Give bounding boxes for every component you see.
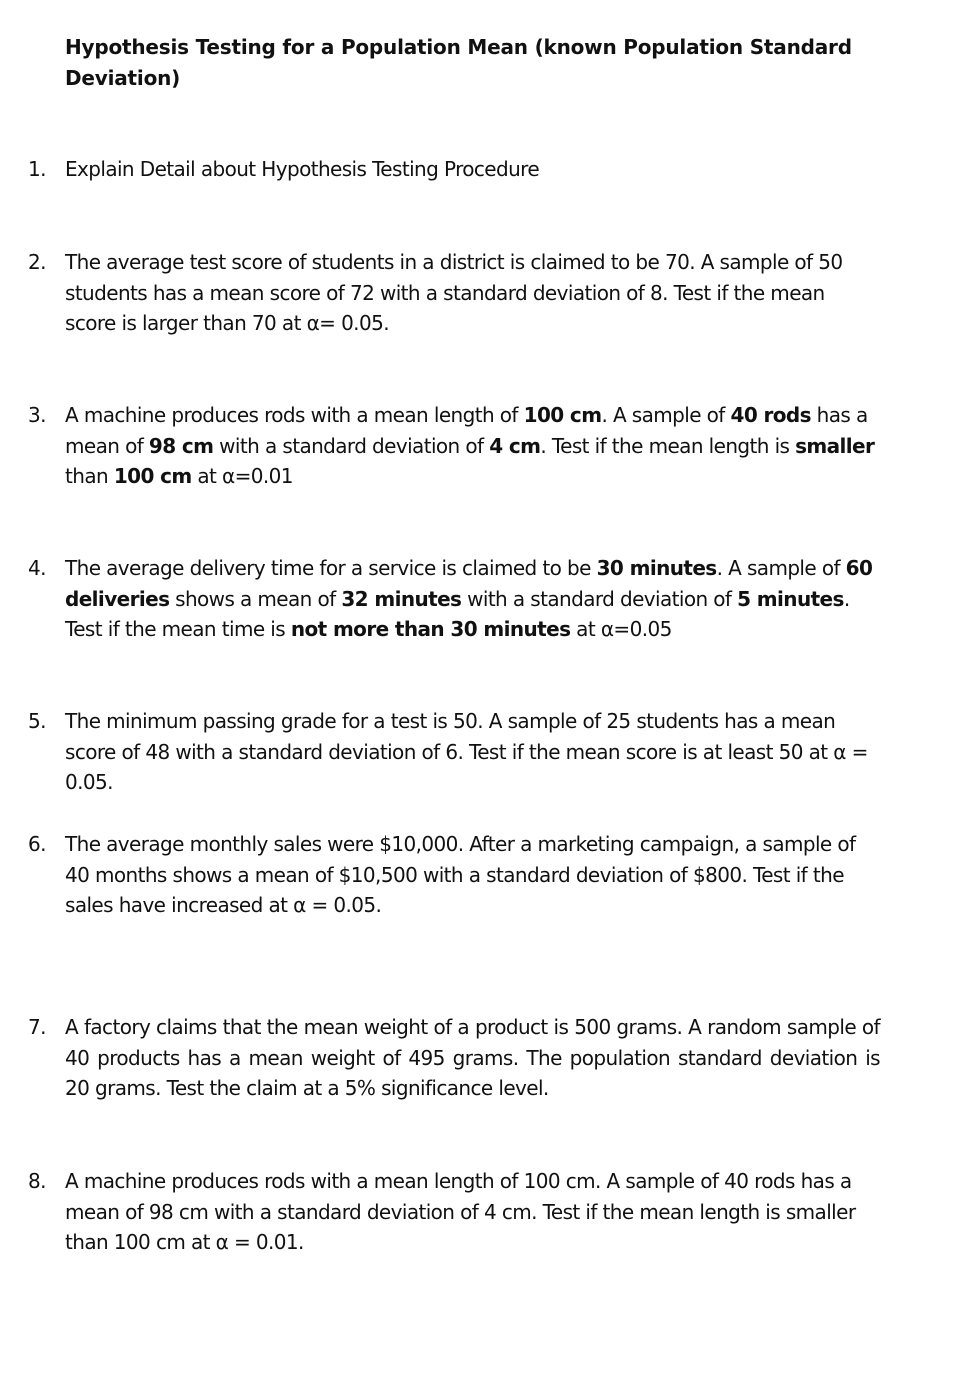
text-run: than xyxy=(65,464,114,488)
text-run: . A sample of xyxy=(716,556,846,580)
question-number: 8. xyxy=(28,1169,46,1193)
text-run: at α=0.05 xyxy=(570,617,672,641)
text-run: with a standard deviation of xyxy=(213,433,490,458)
question-number: 6. xyxy=(28,832,46,856)
question-text xyxy=(65,154,880,185)
question-text xyxy=(65,706,880,798)
text-run: with a standard deviation of xyxy=(461,586,738,611)
text-run: The average test score of students in a district is claimed to be 70. A sample of 50 students has a mean score of 72 with a standard deviation of 8. Test if the mean score is larger than 70 at α= 0.05. xyxy=(65,250,843,335)
question-text xyxy=(65,1166,880,1258)
question-number: 5. xyxy=(28,709,46,733)
text-run: The average delivery time for a service is claimed to be xyxy=(65,556,597,580)
text-run: . A sample of xyxy=(601,403,731,427)
question-number: 7. xyxy=(28,1015,46,1039)
text-run: The average monthly sales were $10,000. After a marketing campaign, a sample of 40 months shows a mean of $10,500 with a standard deviation of $800. Test if the sales have increased at α = 0.05. xyxy=(65,832,856,917)
bold-text-run: 32 minutes xyxy=(341,586,462,611)
bold-text-run: 40 rods xyxy=(730,403,811,427)
text-run: A machine produces rods with a mean length of xyxy=(65,403,524,427)
question-number: 1. xyxy=(28,157,46,181)
bold-text-run: 60 deliveries xyxy=(65,556,873,611)
question-text xyxy=(65,1012,880,1104)
question-text xyxy=(65,553,880,645)
question-text xyxy=(65,247,880,339)
question-number: 2. xyxy=(28,250,46,274)
bold-text-run: 100 cm xyxy=(523,403,602,427)
text-run: at α=0.01 xyxy=(191,464,293,488)
bold-text-run: smaller xyxy=(795,433,875,458)
bold-text-run: 4 cm xyxy=(489,433,541,458)
question-text xyxy=(65,829,880,921)
text-run: A machine produces rods with a mean length of 100 cm. A sample of 40 rods has a mean of 98 cm with a standard deviation of 4 cm. Test if the mean length is smaller than 100 cm at α = 0.01. xyxy=(65,1169,856,1254)
document-title: Hypothesis Testing for a Population Mean (known Population Standard Deviation) xyxy=(65,35,852,90)
bold-text-run: 100 cm xyxy=(113,464,192,488)
question-number: 4. xyxy=(28,556,46,580)
question-text xyxy=(65,400,880,492)
bold-text-run: not more than 30 minutes xyxy=(290,617,571,641)
text-run: A factory claims that the mean weight of a product is 500 grams. A random sample of 40 products has a mean weight of 495 grams. The population standard deviation is 20 grams. Test the claim at a 5% significance level. xyxy=(65,1015,880,1100)
text-run: Explain Detail about Hypothesis Testing Procedure xyxy=(65,157,540,181)
question-number: 3. xyxy=(28,403,46,427)
text-run: . Test if the mean length is xyxy=(540,433,796,458)
text-run: . Test if the mean time is xyxy=(65,586,850,641)
bold-text-run: 30 minutes xyxy=(596,556,717,580)
bold-text-run: 98 cm xyxy=(148,433,214,458)
text-run: shows a mean of xyxy=(169,586,342,611)
text-run: The minimum passing grade for a test is 50. A sample of 25 students has a mean score of 48 with a standard deviation of 6. Test if the mean score is at least 50 at α = 0.05. xyxy=(65,709,868,794)
text-run: has a mean of xyxy=(65,403,868,458)
bold-text-run: 5 minutes xyxy=(737,586,844,611)
